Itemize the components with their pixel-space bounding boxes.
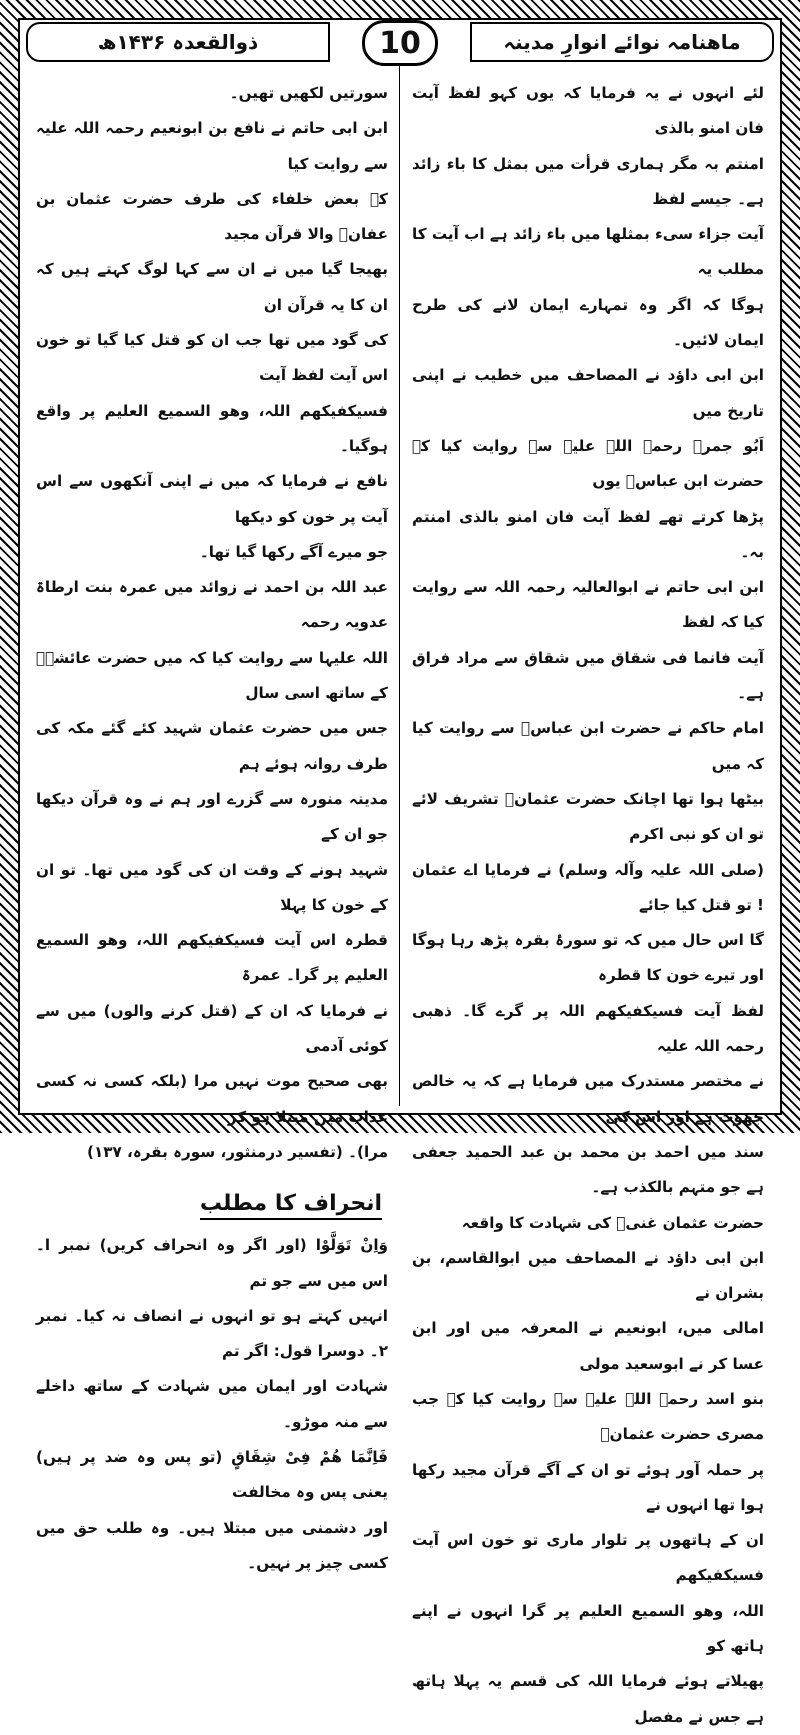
text-line: آیت فانما فی شقاق میں شقاق سے مراد فراق ہے۔: [412, 648, 764, 703]
text-line: مرا)۔ (تفسیر درمنثور، سورہ بقرہ، ۱۳۷): [87, 1142, 388, 1161]
text-line: ابن ابی حاتم نے ابوالعالیہ رحمہ اللہ سے روایت کیا کہ لفظ: [412, 578, 764, 632]
text-line: پڑھا کرتے تھے لفظ آیت فان امنو بالذی امنتم بہ۔: [412, 507, 764, 561]
text-line: بیٹھا ہوا تھا اچانک حضرت عثمانؓ تشریف لائے تو ان کو نبی اکرم: [412, 789, 764, 844]
text-line: امام حاکم نے حضرت ابن عباسؓ سے روایت کیا کہ میں: [412, 719, 764, 773]
text-line: اللہ علیہا سے روایت کیا کہ میں حضرت عائشہؓ کے ساتھ اسی سال: [36, 648, 388, 703]
text-line: نے فرمایا کہ ان کے (قتل کرنے والوں) میں سے کوئی آدمی: [36, 1001, 389, 1056]
text-line: لفظ آیت فسیکفیکھم اللہ پر گرے گا۔ ذھبی رحمہ اللہ علیہ: [412, 1001, 764, 1056]
text-line: ابن ابی داؤد نے المصاحف میں خطیب نے اپنی تاریخ میں: [412, 366, 764, 420]
text-line: جو میرے آگے رکھا گیا تھا۔: [199, 542, 388, 561]
text-line: آیت جزاء سیء بمثلها میں باء زائد ہے اب آیت کا مطلب یہ: [412, 225, 764, 279]
column-divider: [399, 66, 400, 1106]
text-line: نے مختصر مستدرک میں فرمایا ہے کہ یہ خالص جھوٹ ہے اور اس کی: [412, 1072, 764, 1126]
text-line: پھیلاتے ہوئے فرمایا اللہ کی قسم یہ پہلا ہاتھ ہے جس نے مفصل: [412, 1672, 764, 1726]
text-line: بھیجا گیا میں نے ان سے کہا لوگ کہتے ہیں کہ ان کا یہ قرآن ان: [36, 260, 388, 314]
text-line: بنو اسد رحمہ اللہ علیہ سے روایت کیا کہ جب مصری حضرت عثمانؓ: [412, 1389, 764, 1444]
text-line: فَاِنَّمَا هُمْ فِیْ شِقَاقٍ (تو پس وہ ضد پر ہیں) یعنی پس وہ مخالفت: [36, 1447, 388, 1502]
text-line: قطرہ اس آیت فسیکفیکھم اللہ، وھو السمیع العلیم پر گرا۔ عمرۃ: [36, 931, 388, 985]
text-line: مدینہ منورہ سے گزرے اور ہم نے وہ قرآن دیکھا جو ان کے: [36, 789, 388, 844]
text-line: لئے انہوں نے یہ فرمایا کہ یوں کہو لفظ آیت فان امنو بالذی: [412, 84, 764, 138]
text-line: گا اس حال میں کہ تو سورۂ بقرہ پڑھ رہا ہوگا اور تیرے خون کا قطرہ: [412, 931, 764, 985]
text-line: عبد اللہ بن احمد نے زوائد میں عمرہ بنت ارطاۃ عدویہ رحمہ: [36, 578, 388, 632]
text-line: ہوگا کہ اگر وہ تمہارے ایمان لانے کی طرح ایمان لائیں۔: [412, 295, 764, 350]
page-number: 10: [362, 20, 438, 66]
text-line: اَبُو جمرہ رحمہ اللہ علیہ سے روایت کیا کہ حضرت ابن عباسؓ یوں: [412, 436, 764, 491]
text-line: شہادت اور ایمان میں شہادت کے ساتھ داخلے سے منہ موڑو۔: [36, 1377, 388, 1431]
text-line: سورتیں لکھیں تھیں۔: [229, 84, 388, 102]
text-line: امالی میں، ابونعیم نے المعرفہ میں اور ابن عسا کر نے ابوسعید مولی: [412, 1319, 764, 1373]
text-line: پر حملہ آور ہوئے تو ان کے آگے قرآن مجید رکھا ہوا تھا انہوں نے: [412, 1460, 764, 1514]
text-line: اور دشمنی میں مبتلا ہیں۔ وہ طلب حق میں کسی چیز پر نہیں۔: [36, 1518, 388, 1572]
page-header: [20, 20, 780, 64]
text-line: ان کے ہاتھوں پر تلوار ماری تو خون اس آیت فسیکفیکھم: [412, 1531, 764, 1585]
section-heading: انحراف کا مطلب: [36, 1184, 388, 1224]
left-column: [36, 76, 388, 1581]
text-line: وَاِنْ تَوَلَّوْا (اور اگر وہ انحراف کریں) نمبر ا۔ اس میں سے جو تم: [36, 1236, 388, 1290]
issue-date: ذوالقعدہ ۱۴۳۶ھ: [26, 22, 330, 62]
text-line: اللہ، وھو السمیع العلیم پر گرا انہوں نے اپنے ہاتھ کو: [412, 1601, 764, 1656]
magazine-title: ماهنامہ نوائے انوارِ مدینہ: [470, 22, 774, 62]
text-line: ابن ابی حاتم نے نافع بن ابونعیم رحمہ اللہ علیہ سے روایت کیا: [36, 119, 388, 173]
text-line: شہید ہونے کے وقت ان کی گود میں تھا۔ تو ان کے خون کا پہلا: [36, 860, 388, 914]
text-line: جس میں حضرت عثمان شہید کئے گئے مکہ کی طرف روانہ ہوئے ہم: [36, 719, 388, 773]
text-line: کہ بعض خلفاء کی طرف حضرت عثمان بن عفانؓ والا قرآن مجید: [36, 189, 388, 244]
text-line: انہیں کہتے ہو تو انہوں نے انصاف نہ کیا۔ نمبر ۲۔ دوسرا قول: اگر تم: [36, 1306, 388, 1361]
text-line: بھی صحیح موت نہیں مرا (بلکہ کسی نہ کسی عذاب میں مبتلا ہو کر: [36, 1072, 388, 1126]
text-line: حضرت عثمان غنیؓ کی شہادت کا واقعہ: [461, 1213, 764, 1232]
text-line: سند میں احمد بن محمد بن عبد الحمید جعفی ہے جو متہم بالکذب ہے۔: [412, 1142, 764, 1197]
text-line: فسیکفیکھم اللہ، وھو السمیع العلیم پر واقع ہوگیا۔: [36, 401, 388, 455]
text-line: ابن ابی داؤد نے المصاحف میں ابوالقاسم، بن بشران نے: [412, 1248, 764, 1303]
right-column: [412, 76, 764, 1735]
text-line: امنتم بہ مگر ہماری قرأت میں بمثل کا باء زائد ہے۔ جیسے لفظ: [412, 154, 764, 208]
text-line: (صلی اللہ علیہ وآلہ وسلم) نے فرمایا اے عثمان ! تو قتل کیا جائے: [412, 860, 764, 914]
text-line: کی گود میں تھا جب ان کو قتل کیا گیا تو خون اس آیت لفظ آیت: [36, 331, 388, 385]
text-line: نافع نے فرمایا کہ میں نے اپنی آنکھوں سے اس آیت پر خون کو دیکھا: [36, 472, 388, 526]
